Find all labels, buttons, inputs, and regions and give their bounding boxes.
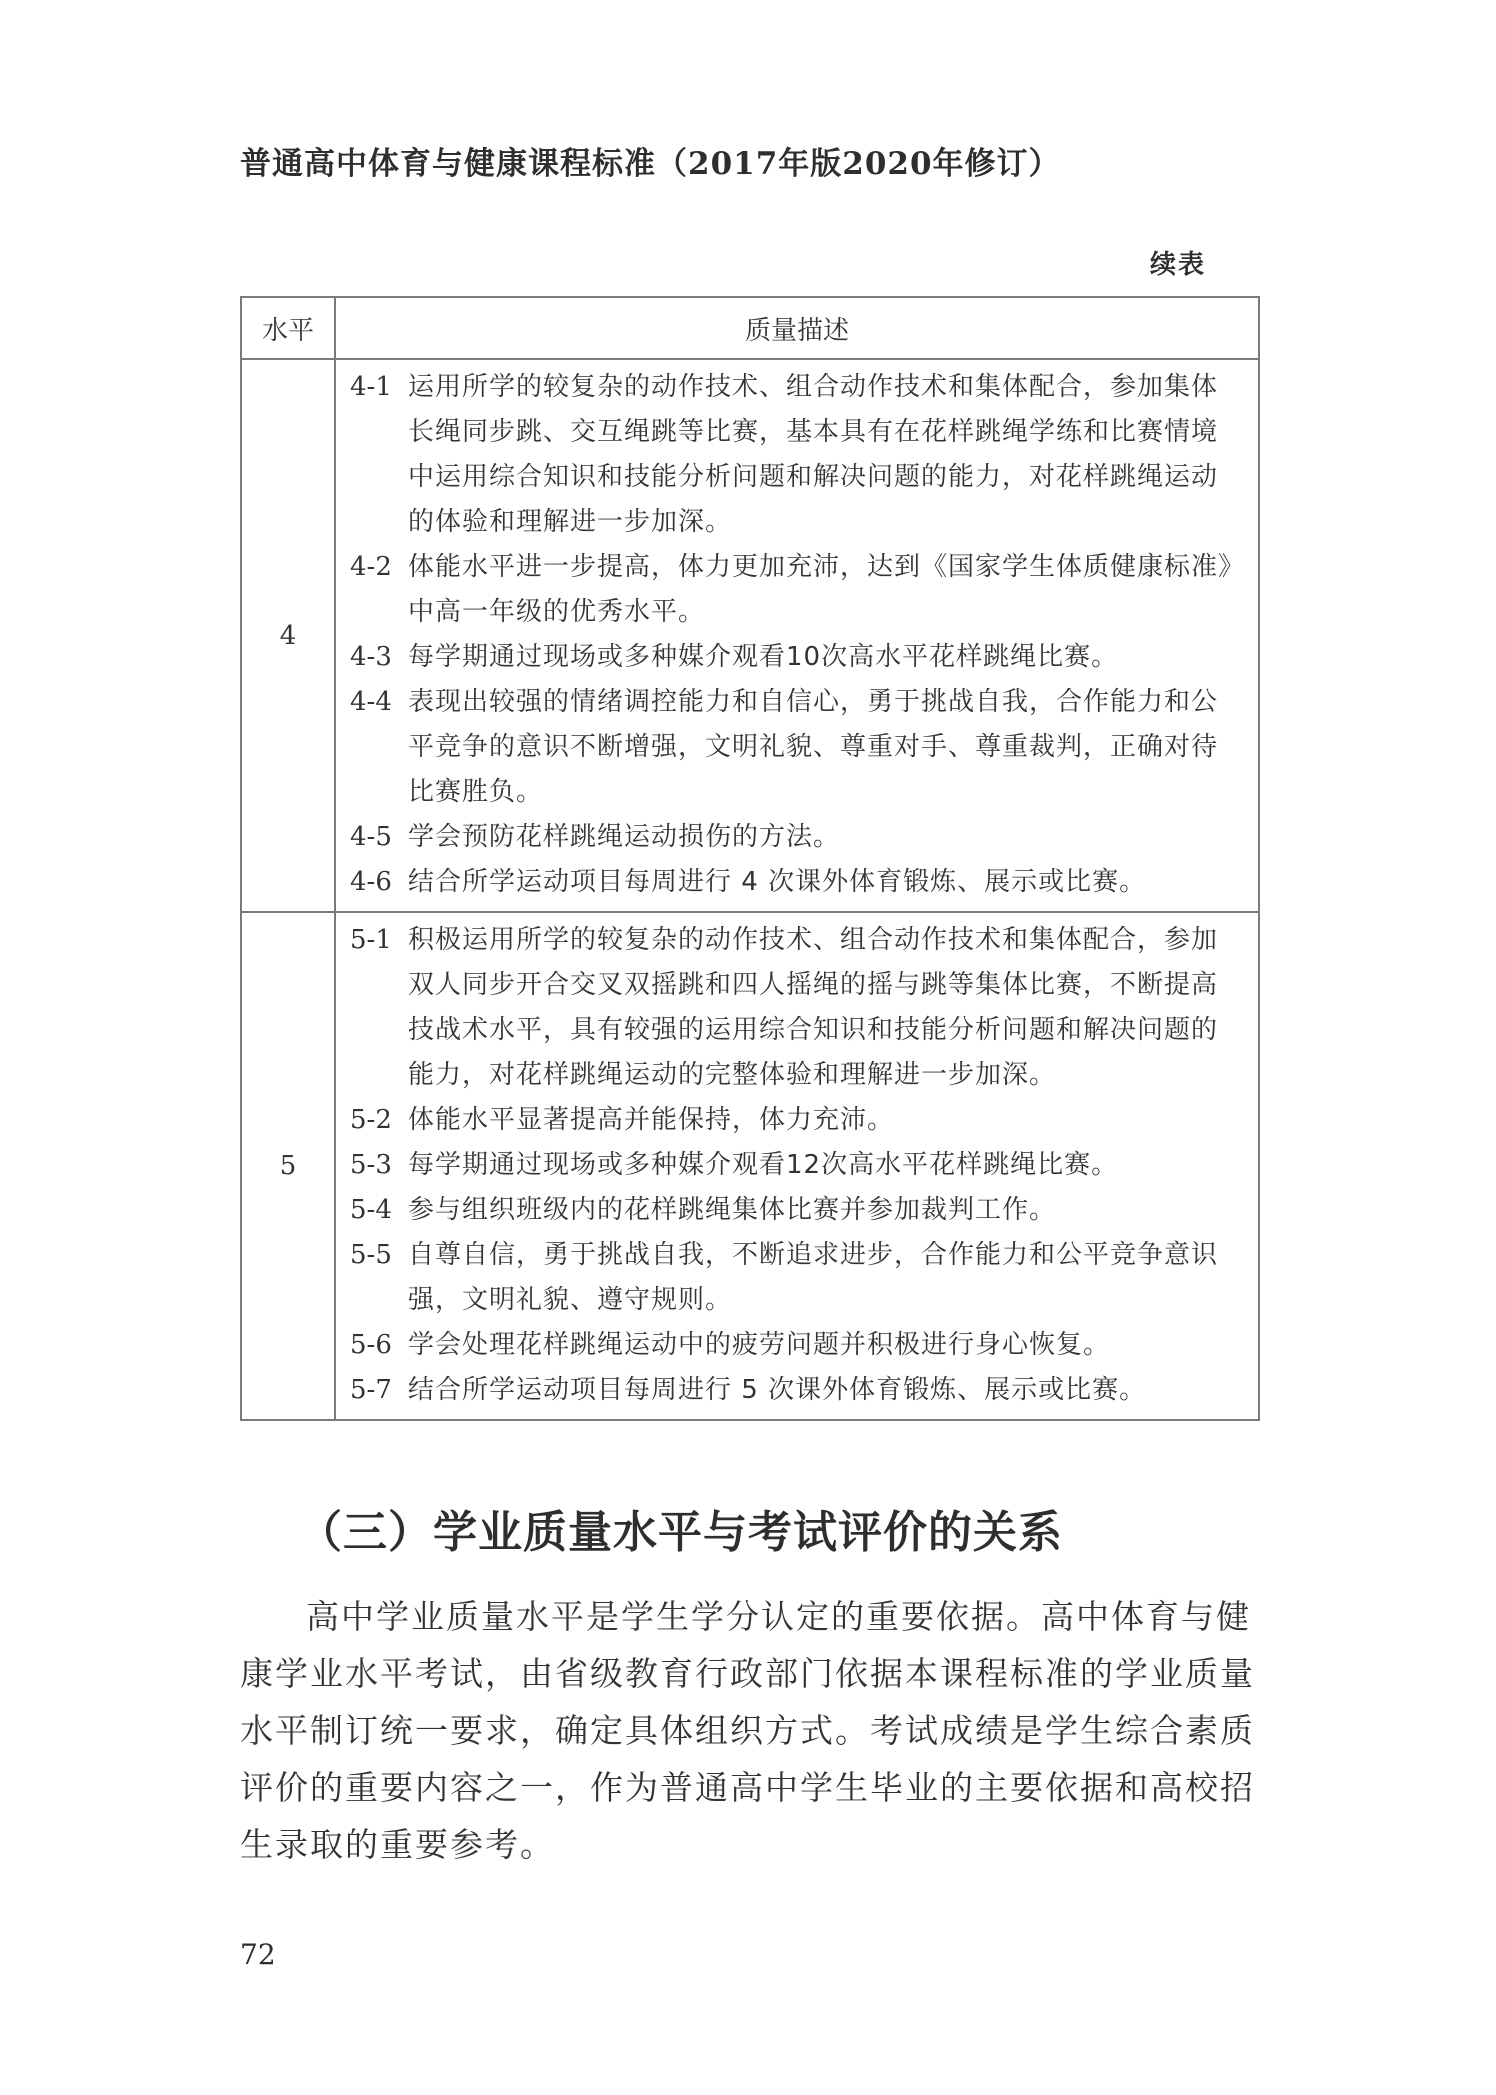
quality-item xyxy=(350,545,1244,635)
item-text: 每学期通过现场或多种媒介观看10次高水平花样跳绳比赛。 xyxy=(408,642,1119,672)
quality-item xyxy=(350,1098,1244,1143)
item-text: 结合所学运动项目每周进行 4 次课外体育锻炼、展示或比赛。 xyxy=(408,867,1147,897)
level-cell: 4 xyxy=(241,359,335,912)
description-cell xyxy=(335,359,1259,912)
item-code: 4-1 xyxy=(350,372,392,402)
item-code: 4-4 xyxy=(350,687,392,717)
quality-item xyxy=(350,815,1244,860)
item-text: 每学期通过现场或多种媒介观看12次高水平花样跳绳比赛。 xyxy=(408,1150,1119,1180)
item-text: 学会预防花样跳绳运动损伤的方法。 xyxy=(408,822,841,852)
page-number: 72 xyxy=(240,1938,276,1971)
item-text: 积极运用所学的较复杂的动作技术、组合动作技术和集体配合，参加双人同步开合交叉双摇跳和四人摇绳的摇与跳等集体比赛，不断提高技战术水平，具有较强的运用综合知识和技能分析问题和解决问题的能力，对花样跳绳运动的完整体验和理解进一步加深。 xyxy=(408,925,1219,1090)
item-code: 5-4 xyxy=(350,1195,392,1225)
item-text: 表现出较强的情绪调控能力和自信心，勇于挑战自我，合作能力和公平竞争的意识不断增强，文明礼貌、尊重对手、尊重裁判，正确对待比赛胜负。 xyxy=(408,687,1219,807)
table-row-level-5 xyxy=(241,912,1259,1420)
item-text: 学会处理花样跳绳运动中的疲劳问题并积极进行身心恢复。 xyxy=(408,1330,1111,1360)
running-head: 普通高中体育与健康课程标准（2017年版2020年修订） xyxy=(240,146,1061,182)
header-description: 质量描述 xyxy=(335,297,1259,359)
item-text: 运用所学的较复杂的动作技术、组合动作技术和集体配合，参加集体长绳同步跳、交互绳跳等比赛，基本具有在花样跳绳学练和比赛情境中运用综合知识和技能分析问题和解决问题的能力，对花样跳绳运动的体验和理解进一步加深。 xyxy=(408,372,1219,537)
quality-table xyxy=(240,296,1260,1421)
item-code: 4-2 xyxy=(350,552,392,582)
item-code: 5-6 xyxy=(350,1330,392,1360)
item-code: 5-3 xyxy=(350,1150,392,1180)
quality-item xyxy=(350,1368,1244,1413)
quality-item xyxy=(350,1233,1244,1323)
item-code: 5-2 xyxy=(350,1105,392,1135)
item-code: 5-7 xyxy=(350,1375,392,1405)
quality-item xyxy=(350,860,1244,905)
table-header-row xyxy=(241,297,1259,359)
quality-item xyxy=(350,1143,1244,1188)
quality-item xyxy=(350,1323,1244,1368)
item-code: 5-1 xyxy=(350,925,392,955)
header-level: 水平 xyxy=(241,297,335,359)
body-paragraph: 高中学业质量水平是学生学分认定的重要依据。高中体育与健康学业水平考试，由省级教育行政部门依据本课程标准的学业质量水平制订统一要求，确定具体组织方式。考试成绩是学生综合素质评价的重要内容之一，作为普通高中学生毕业的主要依据和高校招生录取的重要参考。 xyxy=(240,1597,1255,1864)
quality-item xyxy=(350,1188,1244,1233)
item-code: 4-5 xyxy=(350,822,392,852)
item-text: 体能水平进一步提高，体力更加充沛，达到《国家学生体质健康标准》中高一年级的优秀水平。 xyxy=(408,552,1233,627)
description-cell xyxy=(335,912,1259,1420)
section-heading: （三）学业质量水平与考试评价的关系 xyxy=(298,1507,1063,1558)
quality-item xyxy=(350,365,1244,545)
item-code: 5-5 xyxy=(350,1240,392,1270)
quality-item xyxy=(350,918,1244,1098)
level-cell: 5 xyxy=(241,912,335,1420)
table-row-level-4 xyxy=(241,359,1259,912)
item-text: 参与组织班级内的花样跳绳集体比赛并参加裁判工作。 xyxy=(408,1195,1057,1225)
item-text: 结合所学运动项目每周进行 5 次课外体育锻炼、展示或比赛。 xyxy=(408,1375,1147,1405)
continued-label: 续表 xyxy=(1149,250,1206,280)
item-code: 4-6 xyxy=(350,867,392,897)
quality-item xyxy=(350,680,1244,815)
item-text: 体能水平显著提高并能保持，体力充沛。 xyxy=(408,1105,895,1135)
quality-item xyxy=(350,635,1244,680)
item-text: 自尊自信，勇于挑战自我，不断追求进步，合作能力和公平竞争意识强，文明礼貌、遵守规则。 xyxy=(408,1240,1219,1315)
item-code: 4-3 xyxy=(350,642,392,672)
